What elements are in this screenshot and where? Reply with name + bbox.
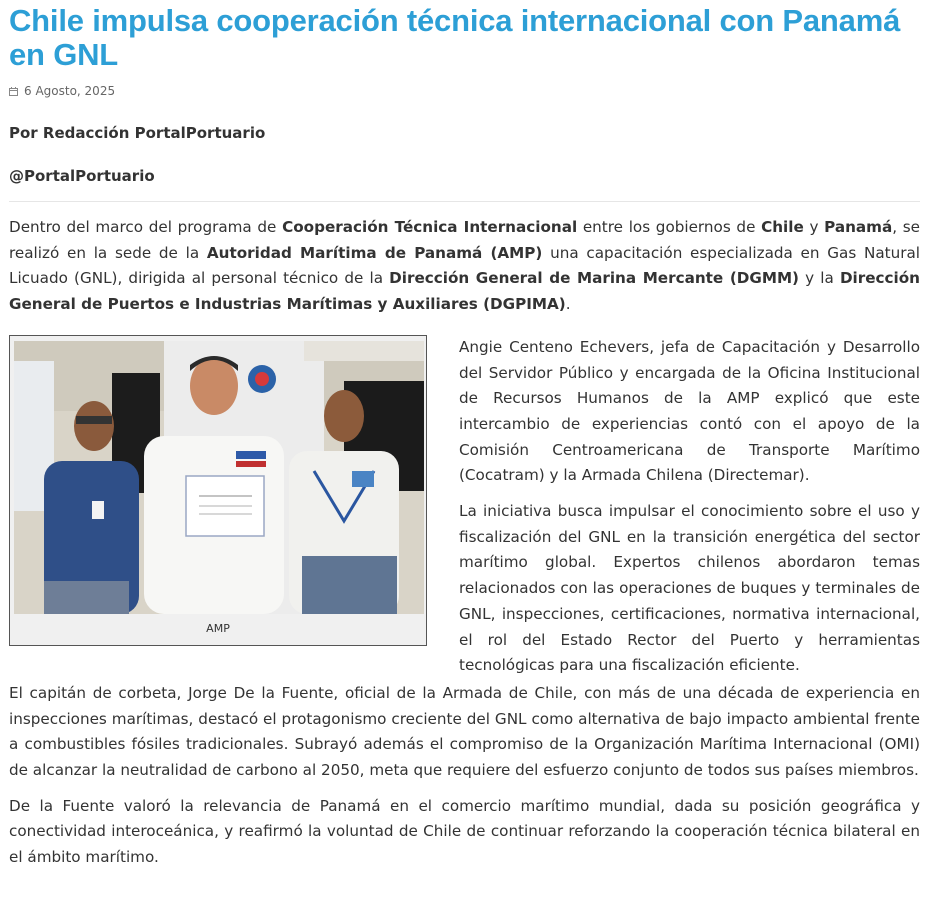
side-column (459, 335, 920, 679)
post-date (9, 84, 920, 98)
article-photo[interactable] (14, 341, 424, 614)
photo-figure (9, 335, 427, 646)
figure-row (9, 335, 920, 681)
paragraph-3: La iniciativa busca impulsar el conocimiento sobre el uso y fiscalización del GNL en la transición energética del sector marítimo global. Expertos chilenos abordaron temas relacionados con las operaciones de buques y terminales de GNL, inspecciones, certificaciones, normativa internacional, el rol del Estado Rector del Puerto y herramientas tecnológicas para una fiscalización eficiente. (459, 502, 920, 675)
paragraph-4: El capitán de corbeta, Jorge De la Fuente, oficial de la Armada de Chile, con más de una década de experiencia en inspecciones marítimas, destacó el protagonismo creciente del GNL como alternativa de bajo impacto ambiental frente a combustibles fósiles tradicionales. Subrayó además el compromiso de la Organización Marítima Internacional (OMI) de alcanzar la neutralidad de carbono al 2050, meta que requiere del esfuerzo conjunto de todos sus países miembros. (9, 683, 920, 779)
paragraph-2: Angie Centeno Echevers, jefa de Capacitación y Desarrollo del Servidor Público y encargada de la Oficina Institucional de Recursos Humanos de la AMP explicó que este intercambio de experiencias contó con el apoyo de la Comisión Centroamericana de Transporte Marítimo (Cocatram) y la Armada Chilena (Directemar). (459, 337, 920, 485)
author-handle[interactable]: @PortalPortuario (9, 167, 155, 185)
intro-paragraph: Dentro del marco del programa de Cooperación Técnica Internacional entre los gobiernos de Chile y Panamá, se realizó en la sede de la Autoridad Marítima de Panamá (AMP) una capacitación especializada en Gas Natural Licuado (GNL), dirigida al personal técnico de la Dirección General de Marina Mercante (DGMM) y la Dirección General de Puertos e Industrias Marítimas y Auxiliares (DGPIMA). (9, 218, 920, 314)
calendar-icon (9, 87, 18, 96)
paragraph-5: De la Fuente valoró la relevancia de Panamá en el comercio marítimo mundial, dada su posición geográfica y conectividad interoceánica, y reafirmó la voluntad de Chile de continuar reforzando la cooperación técnica bilateral en el ámbito marítimo. (9, 796, 920, 867)
article (9, 4, 920, 871)
divider (9, 201, 920, 202)
photo-caption: AMP (206, 621, 230, 635)
byline: Por Redacción PortalPortuario (9, 124, 266, 142)
post-date-text: 6 Agosto, 2025 (24, 84, 116, 98)
article-title: Chile impulsa cooperación técnica internacional con Panamá en GNL (9, 3, 901, 72)
